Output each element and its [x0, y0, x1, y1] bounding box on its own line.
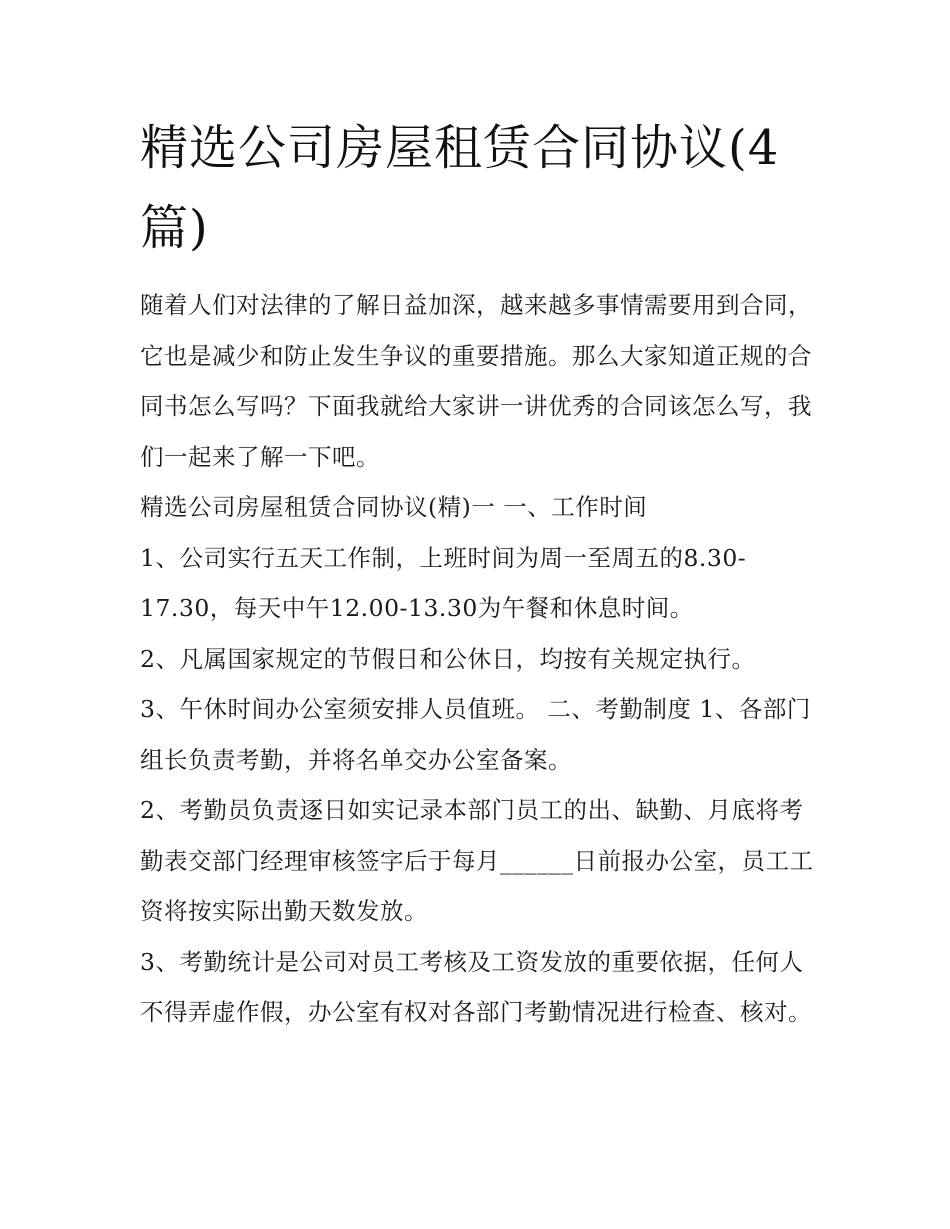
clause-paragraph: 2、凡属国家规定的节假日和公休日，均按有关规定执行。 [140, 644, 756, 673]
section-heading-work-hours: 精选公司房屋租赁合同协议(精)一 一、工作时间 [140, 493, 648, 521]
clause-paragraph: 3、午休时间办公室须安排人员值班。 二、考勤制度 1、各部门组长负责考勤，并将名单交办公室备案。 [140, 695, 811, 774]
document-body [140, 108, 816, 1038]
clause-paragraph: 1、公司实行五天工作制，上班时间为周一至周五的8.30-17.30，每天中午12.00-13.30为午餐和休息时间。 [140, 543, 747, 622]
intro-paragraph: 随着人们对法律的了解日益加深，越来越多事情需要用到合同，它也是减少和防止发生争议的重要措施。那么大家知道正规的合同书怎么写吗？下面我就给大家讲一讲优秀的合同该怎么写，我们一起来了解一下吧。 [140, 291, 812, 471]
clause-paragraph: 2、考勤员负责逐日如实记录本部门员工的出、缺勤、月底将考勤表交部门经理审核签字后于每月______日前报办公室，员工工资将按实际出勤天数发放。 [140, 796, 814, 925]
clause-paragraph: 3、考勤统计是公司对员工考核及工资发放的重要依据，任何人不得弄虚作假，办公室有权对各部门考勤情况进行检查、核对。 [140, 947, 812, 1026]
document-title: 精选公司房屋租赁合同协议(4篇) [140, 120, 780, 256]
